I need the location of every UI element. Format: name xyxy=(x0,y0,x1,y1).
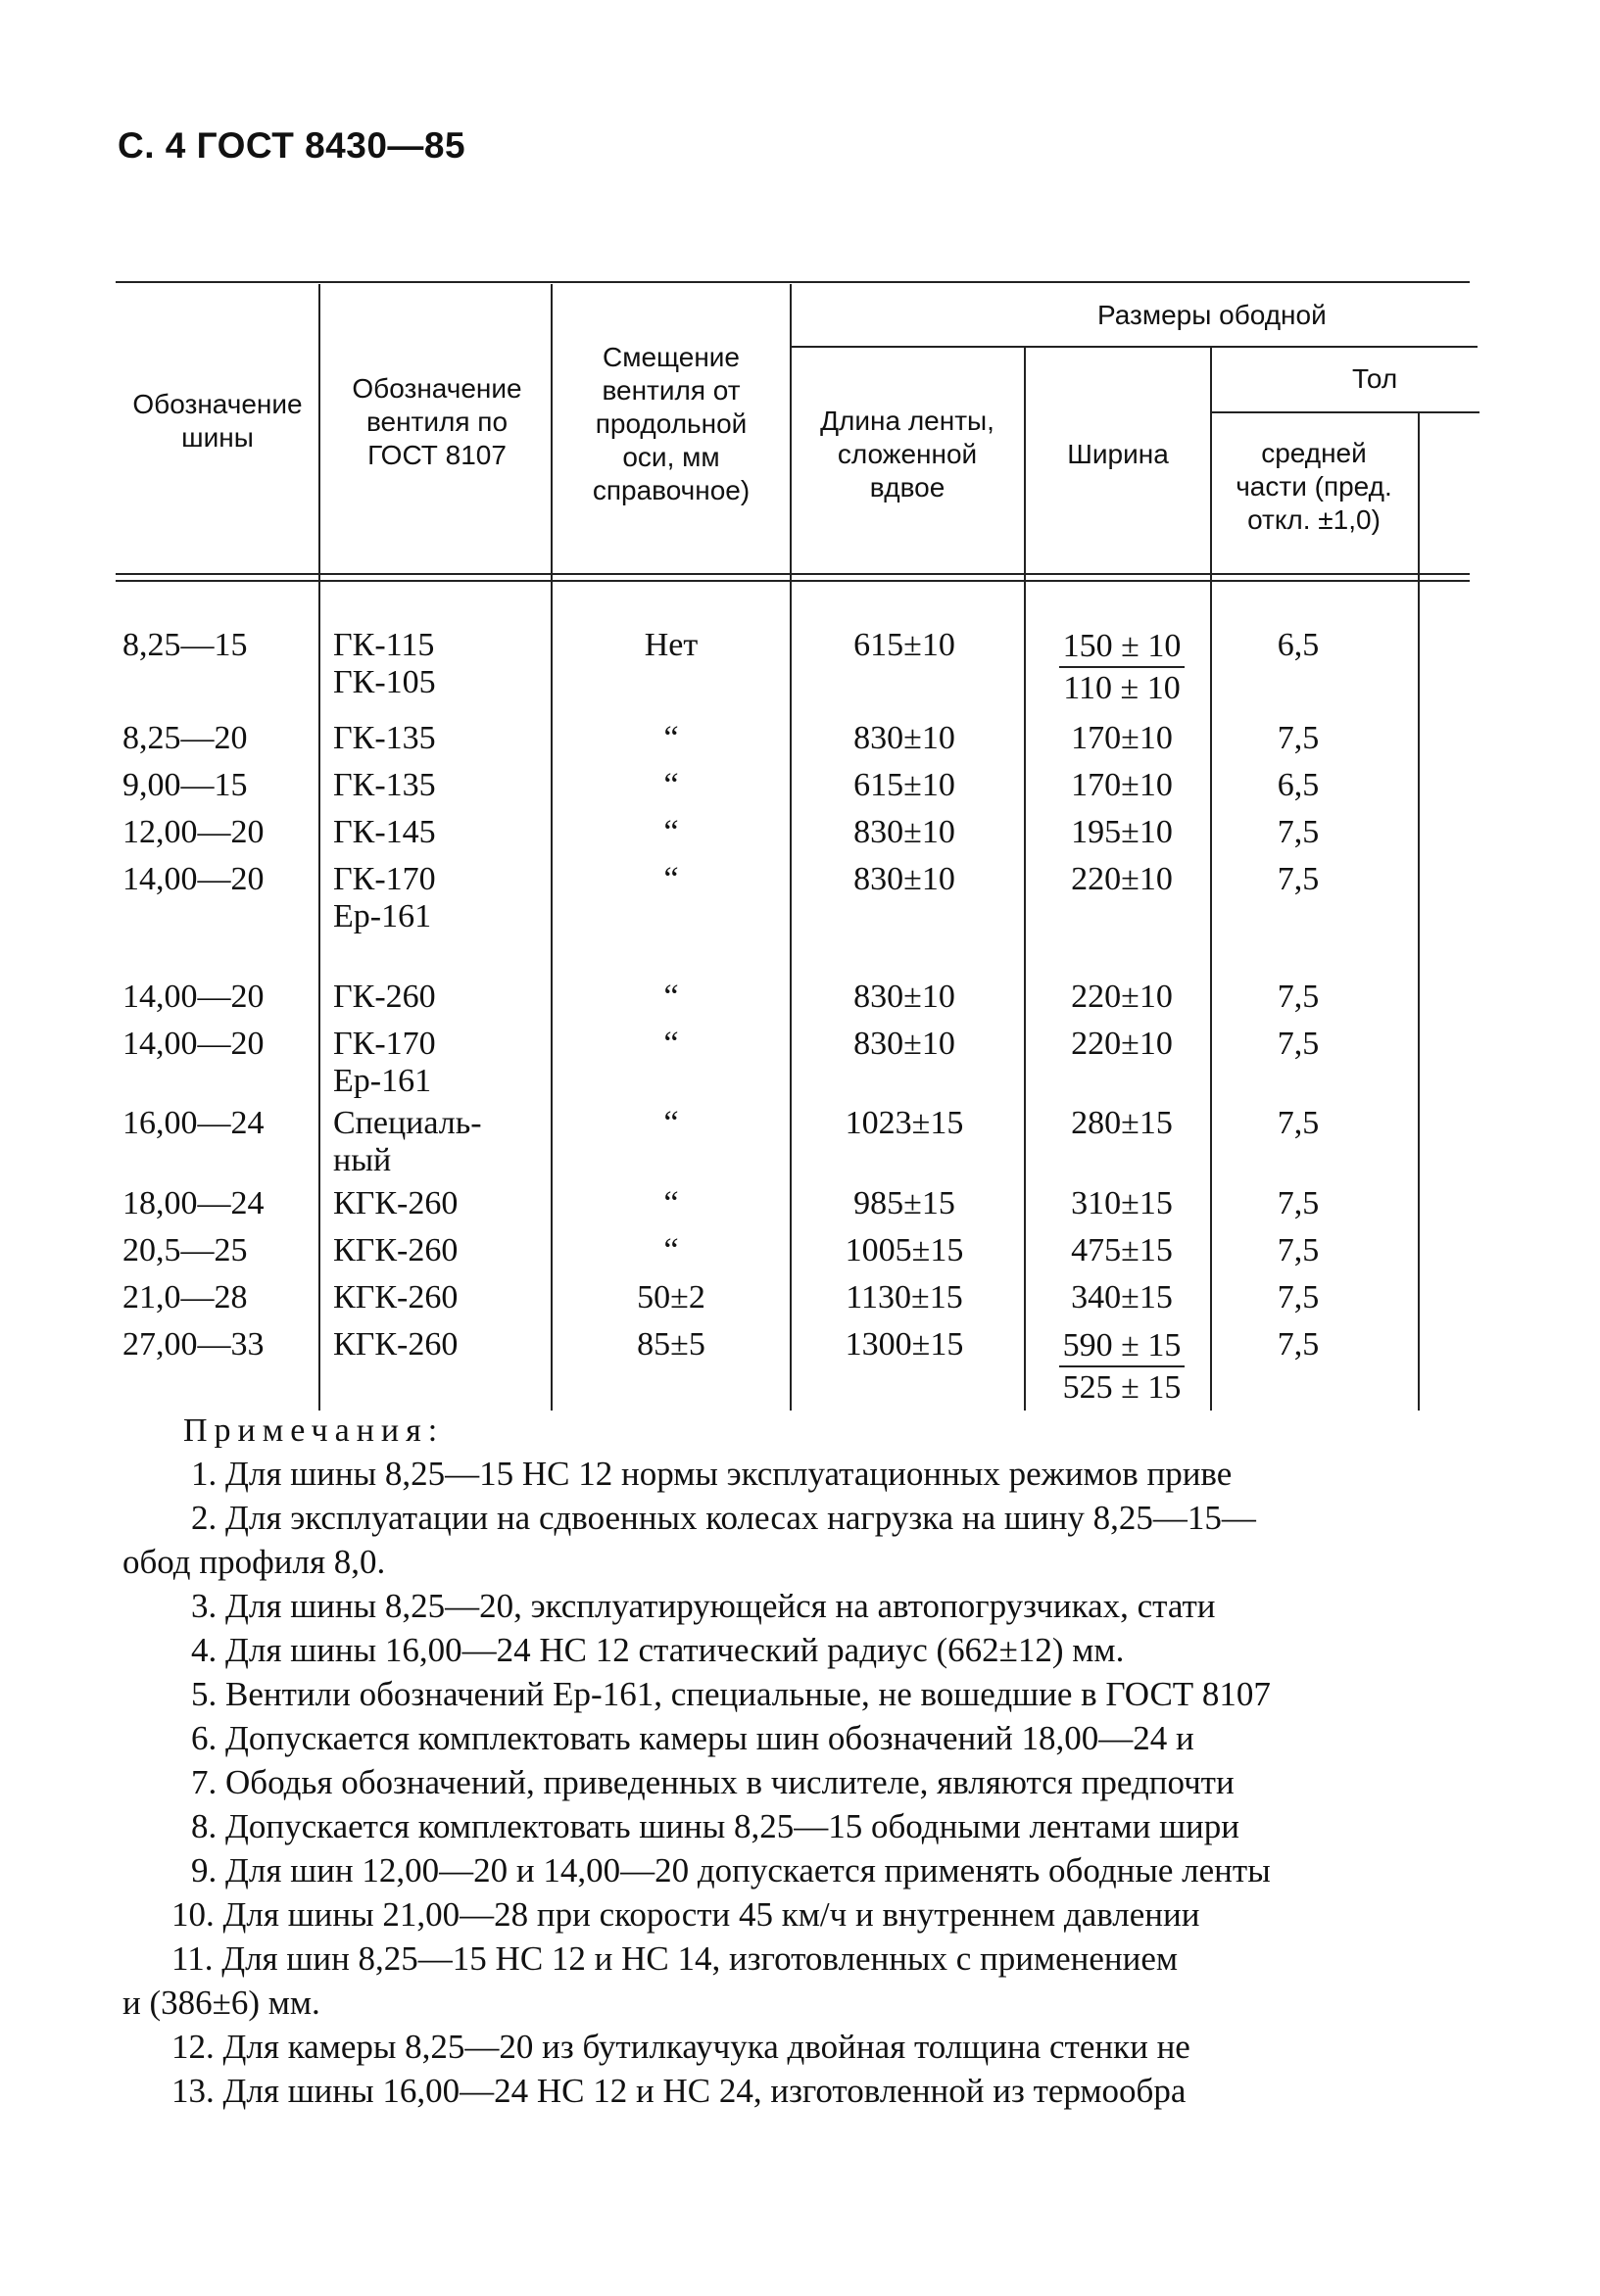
valve-cell xyxy=(333,1279,458,1316)
thickness-cell: 6,5 xyxy=(1277,767,1320,803)
width-numerator: 590 ± 15 xyxy=(1059,1326,1186,1367)
header-line: Смещение xyxy=(602,342,740,372)
valve-line: ГК-105 xyxy=(333,664,436,700)
width-cell: 195±10 xyxy=(1071,814,1173,850)
length-cell: 830±10 xyxy=(853,861,955,897)
length-cell: 830±10 xyxy=(853,1026,955,1062)
table-row xyxy=(0,720,1600,756)
width-denominator: 110 ± 10 xyxy=(1063,670,1181,706)
page-title: С. 4 ГОСТ 8430—85 xyxy=(118,125,466,166)
tire-cell: 12,00—20 xyxy=(122,814,265,850)
width-denominator: 525 ± 15 xyxy=(1062,1369,1182,1406)
note-item: 11. Для шин 8,25—15 НС 12 и НС 14, изготовленных с применением xyxy=(171,1939,1179,1978)
note-item: 7. Ободья обозначений, приведенных в числителе, являются предпочти xyxy=(191,1763,1235,1801)
table-row xyxy=(0,1026,1600,1099)
table-row xyxy=(0,1185,1600,1221)
note-item: 3. Для шины 8,25—20, эксплуатирующейся на автопогрузчиках, стати xyxy=(191,1587,1216,1625)
thickness-cell: 7,5 xyxy=(1277,1279,1320,1315)
width-cell: 220±10 xyxy=(1071,861,1173,897)
shift-cell: 50±2 xyxy=(637,1279,705,1315)
width-cell: 170±10 xyxy=(1071,767,1173,803)
header-line: вентиля от xyxy=(602,375,741,406)
valve-line: Ер-161 xyxy=(333,1063,432,1099)
width-cell: 280±15 xyxy=(1071,1105,1173,1141)
header-line: справочное) xyxy=(592,475,751,505)
tire-cell: 18,00—24 xyxy=(122,1185,265,1221)
thickness-cell: 6,5 xyxy=(1277,627,1320,663)
shift-cell: Нет xyxy=(644,627,699,663)
table-row xyxy=(0,1105,1600,1178)
header-line: вдвое xyxy=(869,472,945,502)
valve-cell xyxy=(333,720,436,757)
note-item: 13. Для шины 16,00—24 НС 12 и НС 24, изготовленной из термообра xyxy=(171,2072,1187,2110)
header-line: шины xyxy=(181,422,254,453)
table-row xyxy=(0,1279,1600,1315)
tire-cell: 14,00—20 xyxy=(122,979,265,1015)
header-line: сложенной xyxy=(837,439,978,469)
header-line: Длина ленты, xyxy=(820,406,994,436)
width-cell: 220±10 xyxy=(1071,979,1173,1015)
note-item: 4. Для шины 16,00—24 НС 12 статический радиус (662±12) мм. xyxy=(191,1631,1125,1669)
shift-cell: “ xyxy=(663,814,679,850)
length-cell: 1130±15 xyxy=(846,1279,963,1315)
column-divider xyxy=(1418,413,1420,1411)
valve-line: КГК-260 xyxy=(333,1232,459,1268)
header-line: откл. ±1,0) xyxy=(1247,504,1381,535)
header-line: оси, мм xyxy=(622,442,720,472)
table-row xyxy=(0,861,1600,934)
valve-line: ГК-135 xyxy=(333,767,436,803)
table-row xyxy=(0,979,1600,1015)
header-line: продольной xyxy=(595,408,748,439)
note-continuation: обод профиля 8,0. xyxy=(122,1543,386,1581)
note-item: 9. Для шин 12,00—20 и 14,00—20 допускается применять ободные ленты xyxy=(191,1851,1271,1889)
tire-cell: 14,00—20 xyxy=(122,861,265,897)
header-line: части (пред. xyxy=(1236,471,1392,502)
notes-section xyxy=(122,1411,1592,2113)
thickness-cell: 7,5 xyxy=(1277,861,1320,897)
thickness-cell: 7,5 xyxy=(1277,979,1320,1015)
valve-line: КГК-260 xyxy=(333,1185,459,1221)
length-cell: 1005±15 xyxy=(845,1232,964,1268)
header-line: Обозначение xyxy=(132,389,303,419)
header-length xyxy=(792,405,1023,504)
valve-cell xyxy=(333,814,436,851)
note-item: 8. Допускается комплектовать шины 8,25—15 ободными лентами шири xyxy=(191,1807,1239,1845)
valve-line: ГК-170 xyxy=(333,1026,436,1062)
shift-cell: “ xyxy=(663,1105,679,1141)
valve-cell xyxy=(333,861,436,935)
header-middle xyxy=(1212,437,1416,537)
note-item: 1. Для шины 8,25—15 НС 12 нормы эксплуатационных режимов приве xyxy=(191,1455,1233,1493)
tire-cell: 8,25—20 xyxy=(122,720,248,756)
valve-line: Ер-161 xyxy=(333,898,432,934)
valve-line: ГК-260 xyxy=(333,979,436,1015)
thickness-cell: 7,5 xyxy=(1277,814,1320,850)
shift-cell: “ xyxy=(663,720,679,756)
width-cell xyxy=(1024,627,1220,709)
header-line: Обозначение xyxy=(352,373,522,404)
header-line: вентиля по xyxy=(365,407,509,437)
table-top-rule xyxy=(116,281,1470,283)
length-cell: 830±10 xyxy=(853,979,955,1015)
valve-line: КГК-260 xyxy=(333,1326,459,1363)
notes-title: Примечания: xyxy=(183,1412,445,1449)
thickness-cell: 7,5 xyxy=(1277,1026,1320,1062)
valve-line: ГК-145 xyxy=(333,814,436,850)
width-cell: 220±10 xyxy=(1071,1026,1173,1062)
length-cell: 1023±15 xyxy=(845,1105,964,1141)
width-cell: 310±15 xyxy=(1071,1185,1173,1221)
tire-cell: 16,00—24 xyxy=(122,1105,265,1141)
width-cell: 170±10 xyxy=(1071,720,1173,756)
width-cell: 340±15 xyxy=(1071,1279,1173,1315)
width-cell: 475±15 xyxy=(1071,1232,1173,1268)
shift-cell: “ xyxy=(663,1185,679,1221)
valve-line: ГК-135 xyxy=(333,720,436,756)
note-item: 6. Допускается комплектовать камеры шин обозначений 18,00—24 и xyxy=(191,1719,1194,1757)
group-header-rule xyxy=(792,346,1478,348)
shift-cell: “ xyxy=(663,1232,679,1268)
tire-cell: 8,25—15 xyxy=(122,627,248,663)
valve-line: ный xyxy=(333,1142,392,1178)
table-row xyxy=(0,1232,1600,1268)
note-continuation: и (386±6) мм. xyxy=(122,1984,320,2022)
note-item: 5. Вентили обозначений Ер-161, специальные, не вошедшие в ГОСТ 8107 xyxy=(191,1675,1271,1713)
length-cell: 615±10 xyxy=(853,767,955,803)
header-thickness: Тол xyxy=(1352,363,1398,394)
note-item: 12. Для камеры 8,25—20 из бутилкаучука двойная толщина стенки не xyxy=(171,2028,1190,2066)
header-line: ГОСТ 8107 xyxy=(367,440,507,470)
tire-cell: 9,00—15 xyxy=(122,767,248,803)
valve-cell xyxy=(333,1185,458,1222)
valve-cell xyxy=(333,1326,458,1363)
header-line: средней xyxy=(1261,438,1367,468)
valve-line: ГК-115 xyxy=(333,627,435,663)
thickness-cell: 7,5 xyxy=(1277,1185,1320,1221)
header-width: Ширина xyxy=(1067,439,1169,469)
header-group: Размеры ободной xyxy=(1097,300,1327,330)
valve-cell xyxy=(333,979,436,1016)
header-shift xyxy=(554,341,789,507)
tire-cell: 14,00—20 xyxy=(122,1026,265,1062)
length-cell: 985±15 xyxy=(853,1185,955,1221)
tire-cell: 21,0—28 xyxy=(122,1279,248,1315)
thickness-cell: 7,5 xyxy=(1277,1232,1320,1268)
note-item: 10. Для шины 21,00—28 при скорости 45 км/ч и внутреннем давлении xyxy=(171,1895,1200,1934)
valve-line: Специаль- xyxy=(333,1105,482,1141)
thickness-header-rule xyxy=(1210,411,1479,413)
length-cell: 615±10 xyxy=(853,627,955,663)
shift-cell: “ xyxy=(663,1026,679,1062)
table-row xyxy=(0,814,1600,850)
shift-cell: “ xyxy=(663,861,679,897)
valve-cell xyxy=(333,1105,482,1179)
valve-line: ГК-170 xyxy=(333,861,436,897)
valve-cell xyxy=(333,1026,436,1100)
table-row xyxy=(0,767,1600,803)
thickness-cell: 7,5 xyxy=(1277,720,1320,756)
width-cell xyxy=(1024,1326,1220,1409)
length-cell: 830±10 xyxy=(853,720,955,756)
shift-cell: “ xyxy=(663,979,679,1015)
shift-cell: 85±5 xyxy=(637,1326,705,1363)
header-tire xyxy=(116,388,319,454)
note-item: 2. Для эксплуатации на сдвоенных колесах нагрузка на шину 8,25—15— xyxy=(191,1499,1256,1537)
tire-cell: 27,00—33 xyxy=(122,1326,265,1363)
length-cell: 830±10 xyxy=(853,814,955,850)
valve-cell xyxy=(333,767,436,804)
valve-line: КГК-260 xyxy=(333,1279,459,1315)
header-valve xyxy=(323,372,551,472)
valve-cell xyxy=(333,1232,458,1269)
shift-cell: “ xyxy=(663,767,679,803)
thickness-cell: 7,5 xyxy=(1277,1326,1320,1363)
width-numerator: 150 ± 10 xyxy=(1059,627,1186,668)
thickness-cell: 7,5 xyxy=(1277,1105,1320,1141)
valve-cell xyxy=(333,627,436,701)
tire-cell: 20,5—25 xyxy=(122,1232,248,1268)
length-cell: 1300±15 xyxy=(845,1326,964,1363)
